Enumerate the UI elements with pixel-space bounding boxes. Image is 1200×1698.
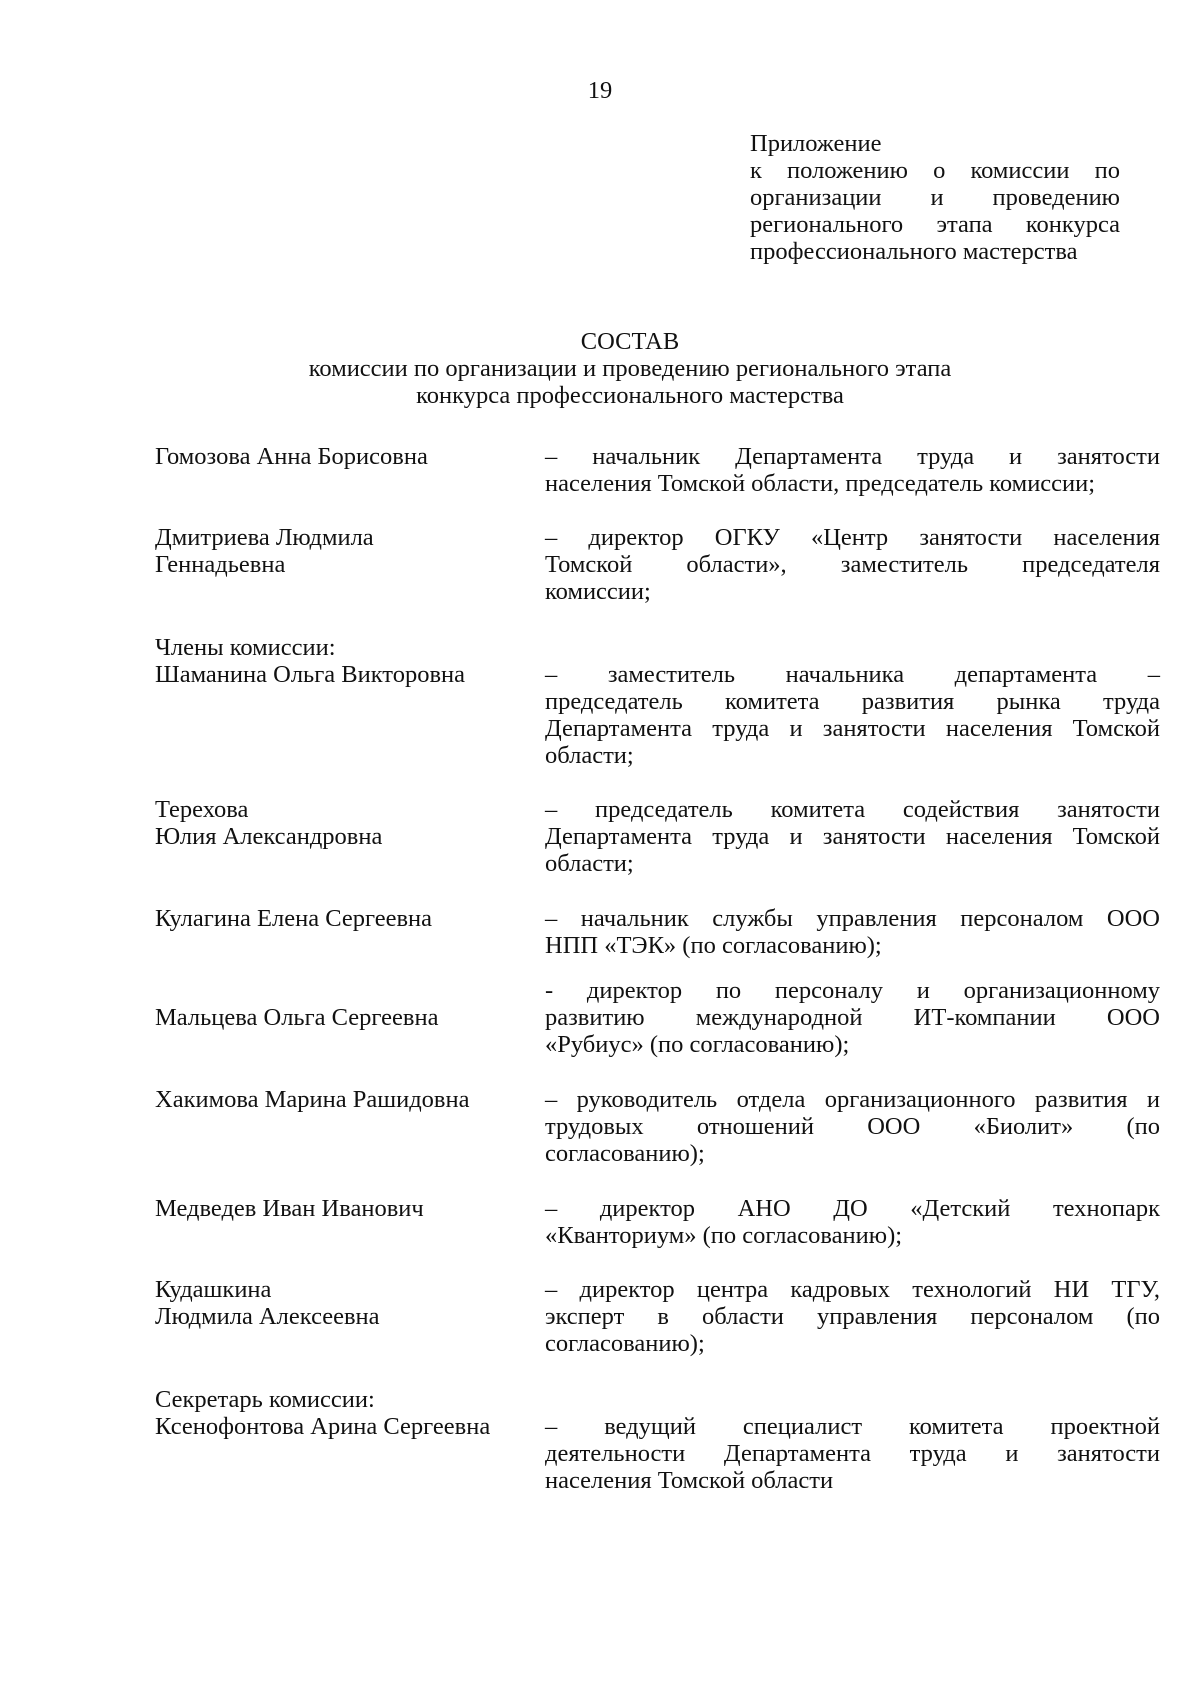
member-role <box>545 1086 1160 1167</box>
member-name <box>155 1413 535 1440</box>
member-role-line: деятельности Департамента труда и занятости <box>545 1440 1160 1467</box>
member-role-line: – директор центра кадровых технологий НИ ТГУ, <box>545 1276 1160 1303</box>
member-role-line: – заместитель начальника департамента – <box>545 661 1160 688</box>
member-role-line: согласованию); <box>545 1330 705 1357</box>
member-name-line: Геннадьевна <box>155 551 286 578</box>
heading-title: СОСТАВ <box>580 328 680 355</box>
appendix-line: профессионального мастерства <box>750 238 1078 265</box>
member-role-line: развитию международной ИТ-компании ООО <box>545 1004 1160 1031</box>
member-role-line: - директор по персоналу и организационному <box>545 977 1160 1004</box>
member-name <box>155 1086 535 1113</box>
member-name <box>155 661 535 688</box>
member-name <box>155 1276 535 1330</box>
member-name <box>155 443 535 470</box>
heading-subtitle-line: конкурса профессионального мастерства <box>416 382 844 409</box>
member-name <box>155 1195 535 1222</box>
member-role-line: – директор ОГКУ «Центр занятости населения <box>545 524 1160 551</box>
member-role-line: согласованию); <box>545 1140 705 1167</box>
member-role <box>545 661 1160 769</box>
member-name-line: Шаманина Ольга Викторовна <box>155 661 465 688</box>
member-role <box>545 1413 1160 1494</box>
member-role-line: НПП «ТЭК» (по согласованию); <box>545 932 882 959</box>
member-name-line: Мальцева Ольга Сергеевна <box>155 1004 439 1031</box>
member-role-line: – руководитель отдела организационного развития и <box>545 1086 1160 1113</box>
member-name-line: Кудашкина <box>155 1276 272 1303</box>
member-name-line: Кулагина Елена Сергеевна <box>155 905 433 932</box>
member-role-line: «Кванториум» (по согласованию); <box>545 1222 903 1249</box>
member-role-line: Томской области», заместитель председателя <box>545 551 1160 578</box>
member-role-line: «Рубиус» (по согласованию); <box>545 1031 850 1058</box>
member-name <box>155 796 535 850</box>
member-role-line: эксперт в области управления персоналом (по <box>545 1303 1160 1330</box>
member-role-line: области; <box>545 742 634 769</box>
member-name <box>155 1004 535 1031</box>
heading-subtitle-line: комиссии по организации и проведению регионального этапа <box>308 355 952 382</box>
document-heading <box>0 328 1200 409</box>
appendix-line: к положению о комиссии по <box>750 157 1120 184</box>
member-role-line: – начальник службы управления персоналом ООО <box>545 905 1160 932</box>
appendix-line: регионального этапа конкурса <box>750 211 1120 238</box>
member-name-line: Ксенофонтова Арина Сергеевна <box>155 1413 491 1440</box>
member-role-line: – начальник Департамента труда и занятости <box>545 443 1160 470</box>
member-role-line: области; <box>545 850 634 877</box>
member-role-line: населения Томской области, председатель комиссии; <box>545 470 1096 497</box>
member-role <box>545 443 1160 497</box>
secretary-label: Секретарь комиссии: <box>155 1386 375 1413</box>
member-name-line: Терехова <box>155 796 249 823</box>
member-name-line: Юлия Александровна <box>155 823 383 850</box>
member-name-line: Гомозова Анна Борисовна <box>155 443 428 470</box>
members-label: Члены комиссии: <box>155 634 336 661</box>
member-name-line: Хакимова Марина Рашидовна <box>155 1086 470 1113</box>
member-name <box>155 905 535 932</box>
member-role-line: председатель комитета развития рынка труда <box>545 688 1160 715</box>
member-name <box>155 524 535 578</box>
member-role-line: Департамента труда и занятости населения Томской <box>545 715 1160 742</box>
member-name-line: Людмила Алексеевна <box>155 1303 380 1330</box>
member-name-line: Дмитриева Людмила <box>155 524 374 551</box>
member-role <box>545 524 1160 605</box>
member-role-line: – председатель комитета содействия занятости <box>545 796 1160 823</box>
member-name-line: Медведев Иван Иванович <box>155 1195 424 1222</box>
member-role <box>545 905 1160 959</box>
appendix-line: Приложение <box>750 130 882 157</box>
member-role <box>545 1276 1160 1357</box>
member-role <box>545 1195 1160 1249</box>
member-role <box>545 796 1160 877</box>
member-role-line: комиссии; <box>545 578 651 605</box>
member-role <box>545 977 1160 1058</box>
appendix-line: организации и проведению <box>750 184 1120 211</box>
member-role-line: Департамента труда и занятости населения Томской <box>545 823 1160 850</box>
member-role-line: – директор АНО ДО «Детский технопарк <box>545 1195 1160 1222</box>
member-role-line: – ведущий специалист комитета проектной <box>545 1413 1160 1440</box>
appendix-note <box>750 130 1120 265</box>
member-role-line: населения Томской области <box>545 1467 834 1494</box>
page-number: 19 <box>587 77 613 104</box>
member-role-line: трудовых отношений ООО «Биолит» (по <box>545 1113 1160 1140</box>
